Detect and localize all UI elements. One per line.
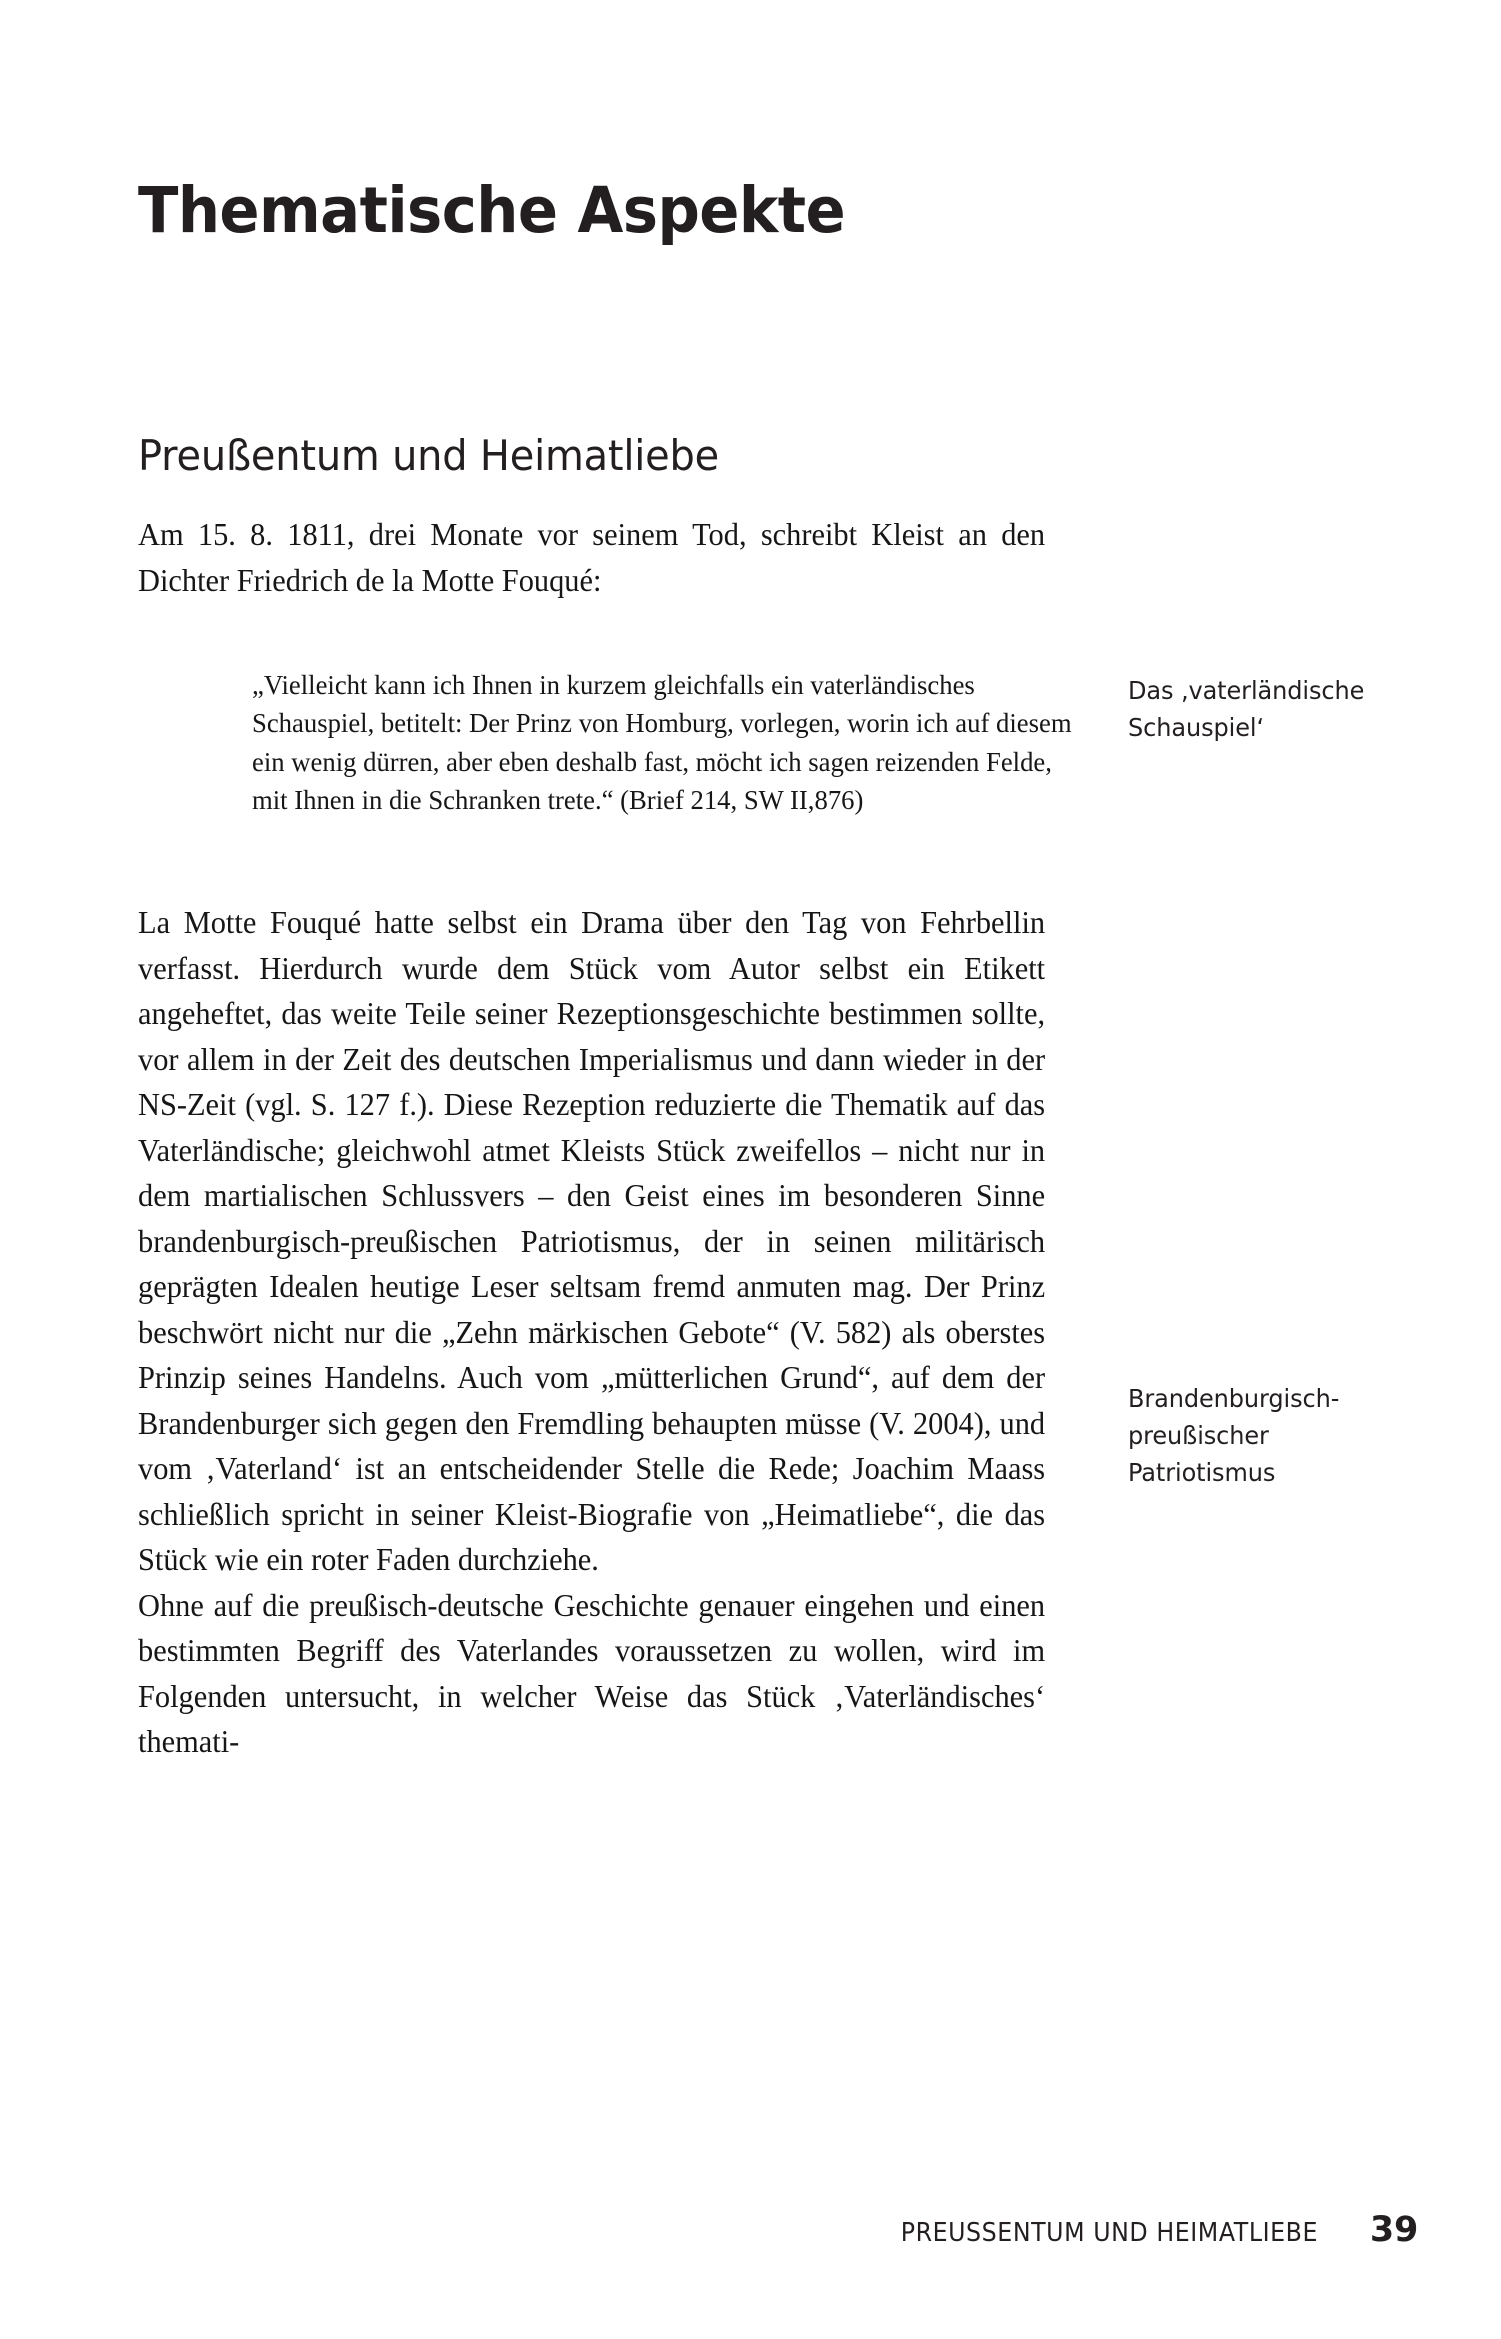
main-paragraph-block xyxy=(138,900,1045,1765)
block-quote xyxy=(252,666,1092,820)
main-paragraph-2: Ohne auf die preußisch-deutsche Geschichte genauer eingehen und einen bestimmten Begriff des Vaterlandes voraussetzen zu wollen, wird im Folgenden untersucht, in welcher Weise das Stück ‚Vaterländisches‘ themati- xyxy=(138,1587,1046,1759)
running-head: PREUSSENTUM UND HEIMATLIEBE xyxy=(900,2218,1319,2248)
margin-note-patriotismus: Brandenburgisch-preußischer Patriotismus xyxy=(1128,1384,1340,1487)
intro-paragraph: Am 15. 8. 1811, drei Monate vor seinem Tod, schreibt Kleist an den Dichter Friedrich de la Motte Fouqué: xyxy=(138,517,1046,598)
section-title: Preußentum und Heimatliebe xyxy=(138,430,720,480)
page-footer xyxy=(138,2210,1418,2250)
page-number: 39 xyxy=(1369,2210,1418,2250)
block-quote-text: „Vielleicht kann ich Ihnen in kurzem gleichfalls ein vaterländisches Schauspiel, betitelt: Der Prinz von Homburg, vorlegen, worin ich auf diesem ein wenig dürren, aber eben deshalb fast, möcht ich sagen reizenden Felde, mit Ihnen in die Schranken trete.“ (Brief 214, SW II,876) xyxy=(252,668,1072,815)
margin-note-vaterlaendisches-schauspiel: Das ‚vaterländische Schauspiel‘ xyxy=(1128,676,1365,742)
chapter-title: Thematische Aspekte xyxy=(138,174,846,248)
intro-paragraph-block xyxy=(138,512,1045,603)
main-paragraph-1: La Motte Fouqué hatte selbst ein Drama über den Tag von Fehrbellin verfasst. Hierdurch wurde dem Stück vom Autor selbst ein Etikett angeheftet, das weite Teile seiner Rezeptionsgeschichte bestimmen sollte, vor allem in der Zeit des deutschen Imperialismus und dann wieder in der NS-Zeit (vgl. S. 127 f.). Diese Rezeption reduzierte die Thematik auf das Vaterländische; gleichwohl atmet Kleists Stück zweifellos – nicht nur in dem martialischen Schlussvers – den Geist eines im besonderen Sinne brandenburgisch-preußischen Patriotismus, der in seinen militärisch geprägten Idealen heutige Leser seltsam fremd anmuten mag. Der Prinz beschwört nicht nur die „Zehn märkischen Gebote“ (V. 582) als oberstes Prinzip seines Handelns. Auch vom „mütterlichen Grund“, auf dem der Brandenburger sich gegen den Fremdling behaupten müsse (V. 2004), und vom ‚Vaterland‘ ist an entscheidender Stelle die Rede; Joachim Maass schließlich spricht in seiner Kleist-Biografie von „Heimatliebe“, die das Stück wie ein roter Faden durchziehe. xyxy=(138,905,1046,1577)
